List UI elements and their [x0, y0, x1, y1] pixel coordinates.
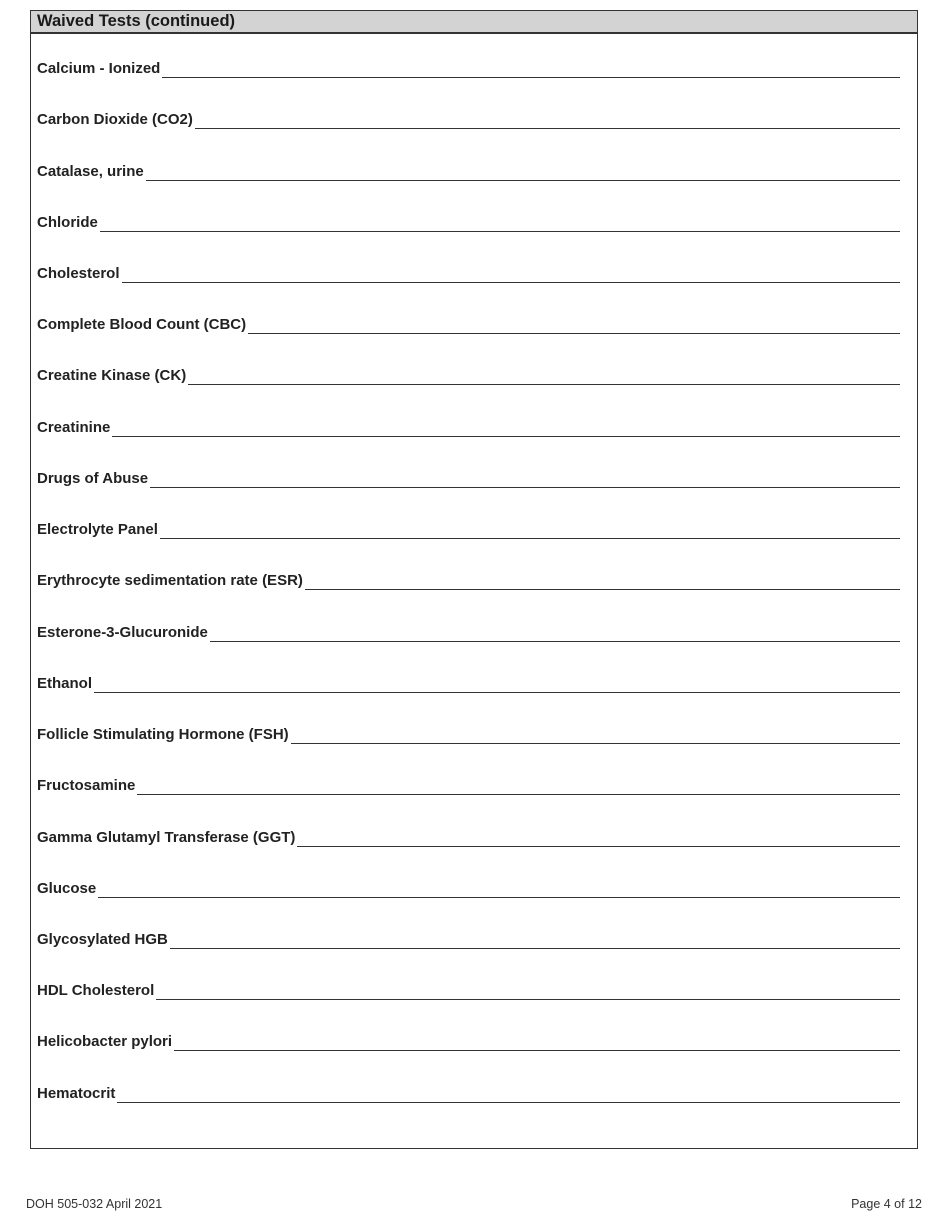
test-label: Follicle Stimulating Hormone (FSH) — [37, 726, 289, 743]
test-entry-line[interactable] — [188, 384, 900, 385]
test-row-helicobacter-pylori — [37, 1029, 900, 1053]
test-entry-line[interactable] — [162, 77, 900, 78]
test-row-hematocrit — [37, 1081, 900, 1105]
test-row-creatine-kinase — [37, 363, 900, 387]
waived-tests-section — [30, 10, 918, 1149]
test-row-cholesterol — [37, 261, 900, 285]
test-label: Catalase, urine — [37, 163, 144, 180]
test-row-cbc — [37, 312, 900, 336]
test-row-creatinine — [37, 415, 900, 439]
test-label: Glucose — [37, 880, 97, 897]
test-row-hdl-cholesterol — [37, 978, 900, 1002]
test-entry-line[interactable] — [122, 282, 900, 283]
test-label: Carbon Dioxide (CO2) — [37, 111, 193, 128]
test-row-drugs-of-abuse — [37, 466, 900, 490]
test-entry-line[interactable] — [156, 999, 900, 1000]
test-label: Creatinine — [37, 419, 111, 436]
page-number: Page 4 of 12 — [851, 1197, 922, 1211]
test-entry-line[interactable] — [112, 436, 900, 437]
test-row-esterone-3-glucuronide — [37, 620, 900, 644]
test-label: Creatine Kinase (CK) — [37, 367, 187, 384]
test-row-catalase-urine — [37, 159, 900, 183]
test-label: Fructosamine — [37, 777, 136, 794]
test-row-ggt — [37, 825, 900, 849]
test-row-electrolyte-panel — [37, 517, 900, 541]
test-row-ethanol — [37, 671, 900, 695]
test-entry-line[interactable] — [100, 231, 900, 232]
test-label: Erythrocyte sedimentation rate (ESR) — [37, 572, 303, 589]
test-label: Gamma Glutamyl Transferase (GGT) — [37, 829, 296, 846]
test-label: Ethanol — [37, 675, 92, 692]
test-label: Calcium - Ionized — [37, 60, 161, 77]
test-row-esr — [37, 568, 900, 592]
test-label: Hematocrit — [37, 1085, 116, 1102]
test-label: Drugs of Abuse — [37, 470, 149, 487]
test-entry-line[interactable] — [210, 641, 900, 642]
test-row-glycosylated-hgb — [37, 927, 900, 951]
test-label: HDL Cholesterol — [37, 982, 155, 999]
test-row-fsh — [37, 722, 900, 746]
test-entry-line[interactable] — [305, 589, 900, 590]
test-row-glucose — [37, 876, 900, 900]
test-entry-line[interactable] — [146, 180, 900, 181]
test-row-chloride — [37, 210, 900, 234]
test-entry-line[interactable] — [137, 794, 900, 795]
test-row-fructosamine — [37, 773, 900, 797]
test-entry-line[interactable] — [291, 743, 900, 744]
test-entry-line[interactable] — [160, 538, 900, 539]
test-label: Helicobacter pylori — [37, 1033, 173, 1050]
test-entry-line[interactable] — [150, 487, 900, 488]
test-label: Complete Blood Count (CBC) — [37, 316, 247, 333]
test-entry-line[interactable] — [297, 846, 900, 847]
test-label: Esterone-3-Glucuronide — [37, 624, 208, 641]
test-entry-line[interactable] — [195, 128, 900, 129]
test-label: Glycosylated HGB — [37, 931, 168, 948]
test-label: Electrolyte Panel — [37, 521, 158, 538]
test-label: Cholesterol — [37, 265, 120, 282]
test-entry-line[interactable] — [174, 1050, 900, 1051]
test-row-carbon-dioxide — [37, 107, 900, 131]
test-entry-line[interactable] — [170, 948, 900, 949]
test-entry-line[interactable] — [98, 897, 900, 898]
test-row-calcium-ionized — [37, 56, 900, 80]
test-entry-line[interactable] — [117, 1102, 900, 1103]
form-id: DOH 505-032 April 2021 — [26, 1197, 163, 1211]
test-entry-line[interactable] — [94, 692, 900, 693]
section-title: Waived Tests (continued) — [31, 11, 917, 34]
test-entry-line[interactable] — [248, 333, 900, 334]
test-label: Chloride — [37, 214, 98, 231]
